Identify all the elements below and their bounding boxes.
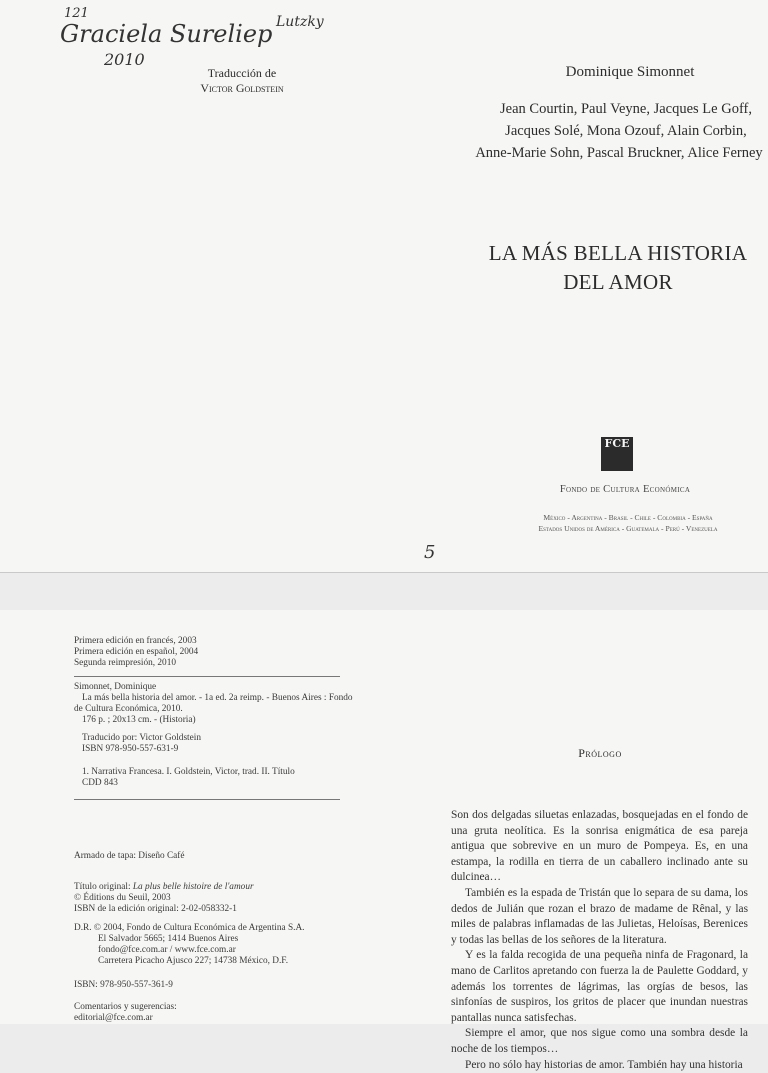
original-isbn: ISBN de la edición original: 2-02-058332-1 [74,904,237,916]
prologue-paragraph-4: Siempre el amor, que nos sigue como una sombra desde la noche de los tiempos… [451,1026,748,1057]
prologue-paragraph-3: Y es la falda recogida de una pequeña ninfa de Fragonard, la mano de Carlitos apretando con fuerza la de Paulette Goddard, y además los torrentes de lágrimas, las orgías de besos, las sinfonías de suspiros, los gritos de placer que inundan nuestras pantallas nunca satisfechas. [451,948,748,1026]
translation-label: Traducción de [180,66,304,81]
countries-line-1: México - Argentina - Brasil - Chile - Colombia - España [498,513,758,522]
edition-line-2: Primera edición en español, 2004 [74,647,198,659]
original-title [74,882,254,894]
dr-copyright: D.R. © 2004, Fondo de Cultura Económica de Argentina S.A. [74,923,305,935]
contributors-line-3: Anne-Marie Sohn, Pascal Bruckner, Alice Ferney [470,145,768,162]
book-author: Dominique Simonnet [520,64,740,81]
final-isbn: ISBN: 978-950-557-361-9 [74,980,173,992]
publisher-logo-text: FCE [601,437,633,449]
divider-1 [74,676,340,677]
catalog-pages: 176 p. ; 20x13 cm. - (Historia) [82,715,196,727]
book-title-line-2: DEL AMOR [480,270,756,295]
catalog-entry-line-2: de Cultura Económica, 2010. [74,704,183,716]
catalog-translated-by: Traducido por: Victor Goldstein [82,733,201,745]
original-title-label: Título original: [74,882,131,892]
address-line-2: fondo@fce.com.ar / www.fce.com.ar [98,945,236,957]
original-title-value: La plus belle histoire de l'amour [133,882,254,892]
catalog-entry-line-1: La más bella historia del amor. - 1a ed. 2a reimp. - Buenos Aires : Fondo [82,693,353,705]
catalog-cdd: CDD 843 [82,778,118,790]
cover-design-credit: Armado de tapa: Diseño Café [74,851,185,863]
translator-name: Victor Goldstein [180,81,304,96]
prologue-body [451,808,748,1073]
comments-label: Comentarios y sugerencias: [74,1002,177,1014]
divider-2 [74,799,340,800]
edition-line-1: Primera edición en francés, 2003 [74,636,197,648]
publisher-name: Fondo de Cultura Económica [520,484,730,495]
handwritten-page-number: 5 [424,542,435,563]
handwritten-mark: 121 [64,6,89,21]
contributors-line-2: Jacques Solé, Mona Ozouf, Alain Corbin, [476,123,768,140]
comments-email: editorial@fce.com.ar [74,1013,153,1024]
handwritten-note: Lutzky [276,14,324,30]
publisher-logo-icon [601,437,633,471]
original-copyright: © Éditions du Seuil, 2003 [74,893,171,905]
handwritten-year: 2010 [104,50,145,69]
prologue-paragraph-2: También es la espada de Tristán que lo separa de su dama, los dedos de Julián que rozan el brazo de madame de Rênal, y las miles de palabras inflamadas de las Julietas, Heloísas, Berenices y todas las bellas de los señores de la literatura. [451,886,748,948]
handwritten-signature: Graciela Sureliep [60,20,272,48]
countries-line-2: Estados Unidos de América - Guatemala - Perú - Venezuela [498,524,758,533]
address-line-1: El Salvador 5665; 1414 Buenos Aires [98,934,238,946]
address-line-3: Carretera Picacho Ajusco 227; 14738 México, D.F. [98,956,288,968]
prologue-paragraph-5: Pero no sólo hay historias de amor. También hay una historia [451,1058,748,1073]
catalog-isbn: ISBN 978-950-557-631-9 [82,744,178,756]
book-title-line-1: LA MÁS BELLA HISTORIA [480,241,756,266]
prologue-paragraph-1: Son dos delgadas siluetas enlazadas, bosquejadas en el fondo de una gruta neolítica. Es la sonrisa enigmática de esa pareja antigua que sobrevive en un muro de Pompeya. Es, en una estampa, la rodilla en tierra de un caballero inclinado ante su dulcinea… [451,808,748,886]
scan-edge-top [0,572,768,573]
catalog-subjects: 1. Narrativa Francesa. I. Goldstein, Victor, trad. II. Título [82,767,295,779]
edition-line-3: Segunda reimpresión, 2010 [74,658,176,670]
prologue-heading: Prólogo [550,746,650,761]
contributors-line-1: Jean Courtin, Paul Veyne, Jacques Le Goff, [476,101,768,118]
catalog-author: Simonnet, Dominique [74,682,156,694]
